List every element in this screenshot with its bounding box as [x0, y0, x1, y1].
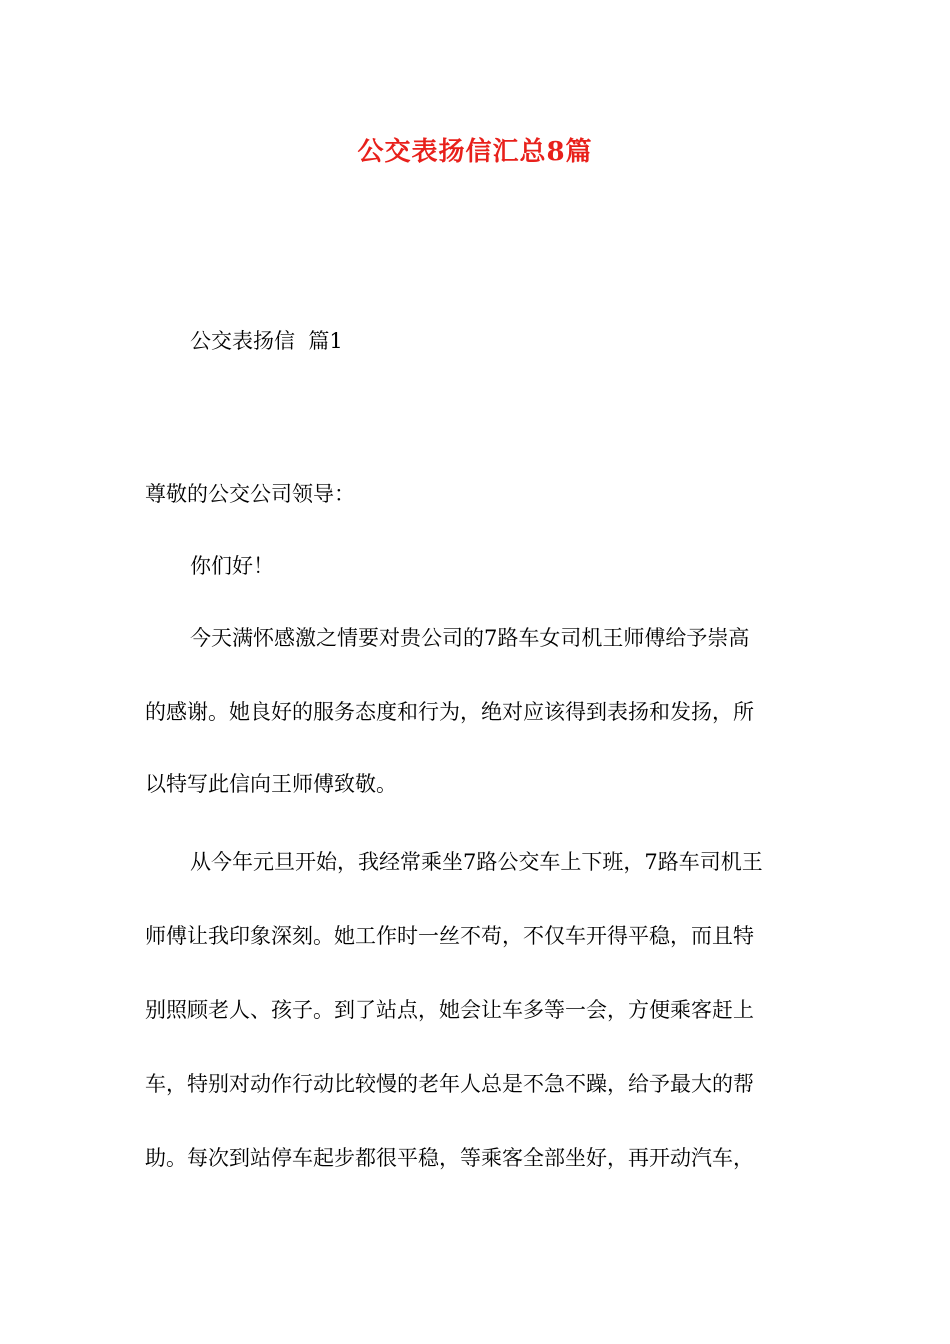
paragraph-1-line-1: 今天满怀感激之情要对贵公司的7路车女司机王师傅给予崇高 [190, 626, 750, 650]
paragraph-2-line-4: 车，特别对动作行动比较慢的老年人总是不急不躁，给予最大的帮 [145, 1072, 754, 1096]
greeting: 你们好！ [190, 554, 274, 578]
document-title: 公交表扬信汇总8篇 [357, 137, 593, 167]
paragraph-1 [145, 620, 815, 800]
salutation: 尊敬的公交公司领导： [145, 482, 355, 506]
paragraph-2-line-1: 从今年元旦开始，我经常乘坐7路公交车上下班，7路车司机王 [190, 850, 763, 874]
paragraph-1-line-3: 以特写此信向王师傅致敬。 [145, 772, 397, 796]
paragraph-2 [145, 844, 815, 1184]
paragraph-2-line-3: 别照顾老人、孩子。到了站点，她会让车多等一会，方便乘客赶上 [145, 998, 754, 1022]
paragraph-2-line-5: 助。每次到站停车起步都很平稳，等乘客全部坐好，再开动汽车， [145, 1146, 754, 1170]
section-heading: 公交表扬信 篇1 [190, 329, 343, 353]
paragraph-1-line-2: 的感谢。她良好的服务态度和行为，绝对应该得到表扬和发扬，所 [145, 700, 754, 724]
paragraph-2-line-2: 师傅让我印象深刻。她工作时一丝不苟，不仅车开得平稳，而且特 [145, 924, 754, 948]
